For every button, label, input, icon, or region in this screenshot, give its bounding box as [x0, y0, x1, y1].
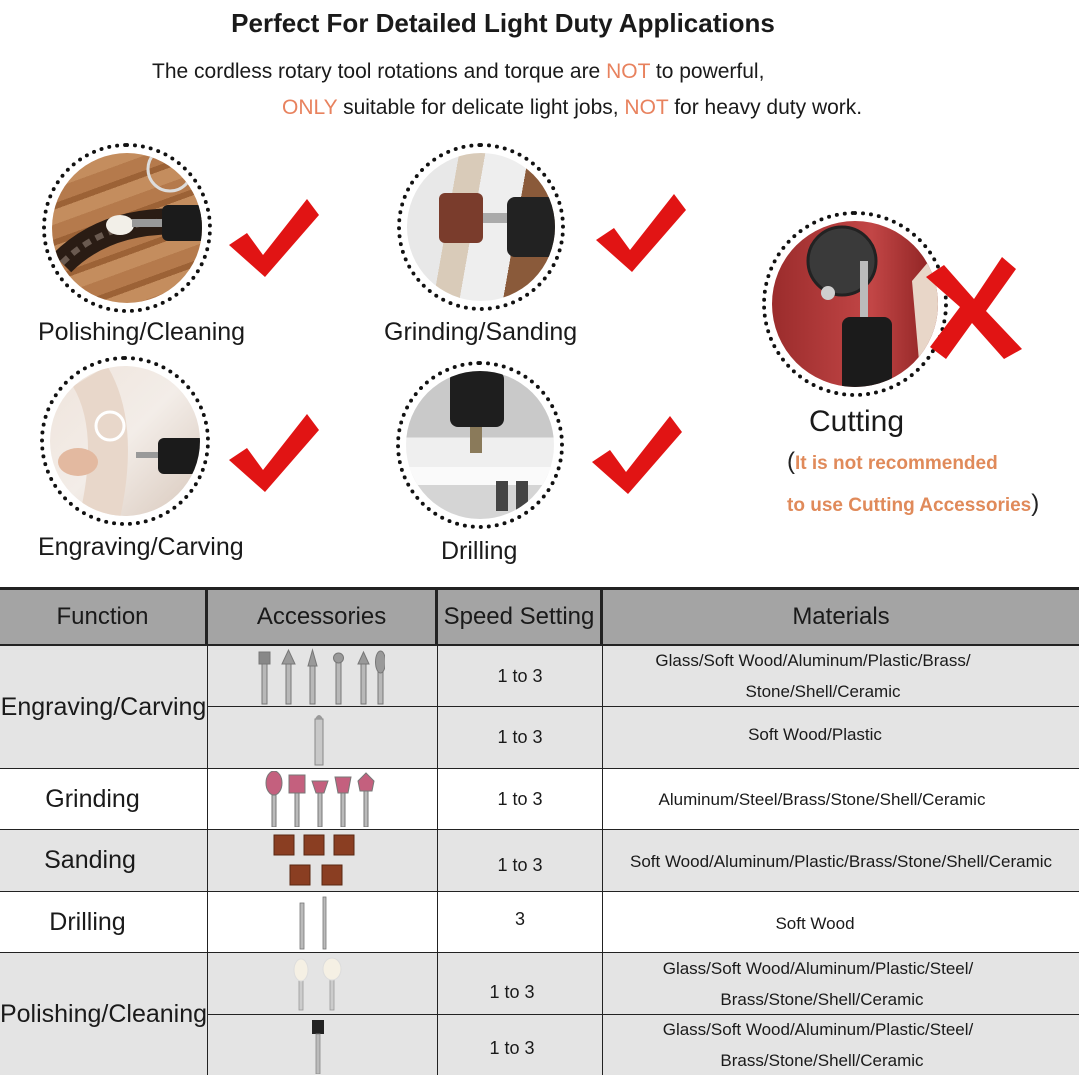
- sanding-bands-icon: [272, 833, 358, 889]
- header-materials: Materials: [792, 603, 890, 630]
- speed-cell: 1 to 3: [497, 727, 543, 747]
- felt-polishing-tips-icon: [290, 956, 344, 1012]
- intro-text: suitable for delicate light jobs,: [337, 96, 625, 119]
- cutting-note-line-2: [787, 490, 1039, 518]
- function-cell: Polishing/Cleaning: [0, 999, 208, 1028]
- app-label-drilling: Drilling: [441, 537, 518, 565]
- cutting-note-text: to use Cutting Accessories: [787, 495, 1032, 516]
- materials-line: Glass/Soft Wood/Aluminum/Plastic/Steel/: [662, 959, 974, 978]
- materials-line: Brass/Stone/Shell/Ceramic: [720, 1051, 924, 1070]
- speed-cell: 1 to 3: [489, 981, 535, 1002]
- drilling-photo: [396, 361, 564, 529]
- engraving-bit-icon: [309, 711, 329, 767]
- speed-cell: 1 to 3: [497, 855, 543, 875]
- materials-cell: Soft Wood: [775, 913, 855, 933]
- cutting-note-line-1: [787, 448, 998, 476]
- page-title: Perfect For Detailed Light Duty Applications: [231, 8, 775, 38]
- materials-cell: [603, 646, 1023, 706]
- close-paren: ): [1031, 490, 1040, 517]
- intro-highlight-only: ONLY: [282, 96, 338, 119]
- materials-cell: Soft Wood/Aluminum/Plastic/Brass/Stone/Shell/Ceramic: [629, 851, 1053, 871]
- intro-text: for heavy duty work.: [668, 96, 863, 119]
- app-label-engraving: Engraving/Carving: [38, 533, 244, 561]
- intro-text: to powerful,: [650, 60, 765, 83]
- materials-cell: Soft Wood/Plastic: [748, 725, 882, 744]
- check-icon: [588, 410, 684, 500]
- grinding-photo: [397, 143, 565, 311]
- check-icon: [225, 408, 321, 498]
- cutting-note-text: It is not recommended: [795, 453, 998, 474]
- engraving-photo: [40, 356, 210, 526]
- materials-line: Stone/Shell/Ceramic: [745, 682, 901, 701]
- grinding-stones-icon: [262, 771, 380, 827]
- speed-cell: 3: [514, 909, 525, 929]
- materials-line: Glass/Soft Wood/Aluminum/Plastic/Brass/: [655, 651, 971, 670]
- carving-bits-icon: [255, 648, 385, 706]
- open-paren: (: [787, 448, 795, 475]
- materials-line: Glass/Soft Wood/Aluminum/Plastic/Steel/: [662, 1020, 974, 1039]
- cross-icon: [918, 253, 1026, 361]
- header-accessories: Accessories: [256, 603, 387, 630]
- check-icon: [592, 188, 688, 278]
- materials-line: Brass/Stone/Shell/Ceramic: [720, 990, 924, 1009]
- materials-cell: Aluminum/Steel/Brass/Stone/Shell/Ceramic: [658, 789, 986, 809]
- check-icon: [225, 193, 321, 283]
- intro-highlight-not: NOT: [624, 96, 669, 119]
- function-cell: Engraving/Carving: [0, 692, 207, 721]
- header-speed-setting: Speed Setting: [443, 603, 595, 630]
- function-cell: Sanding: [44, 846, 136, 874]
- app-label-polishing: Polishing/Cleaning: [38, 318, 246, 346]
- speed-cell: 1 to 3: [489, 1037, 535, 1058]
- wire-brush-icon: [308, 1018, 328, 1074]
- speed-cell: 1 to 3: [497, 665, 543, 686]
- function-cell: Drilling: [49, 907, 126, 936]
- polishing-photo: [42, 143, 212, 313]
- intro-text: The cordless rotary tool rotations and torque are: [152, 60, 607, 83]
- app-label-grinding: Grinding/Sanding: [384, 318, 578, 346]
- materials-cell: [603, 953, 1033, 1015]
- cutting-label: Cutting: [809, 405, 905, 438]
- function-cell: Grinding: [45, 784, 140, 813]
- table-rule: [207, 646, 208, 1075]
- intro-highlight-not: NOT: [606, 60, 651, 83]
- materials-cell: [603, 1015, 1033, 1075]
- header-function: Function: [56, 603, 149, 630]
- intro-line-1: [152, 60, 764, 84]
- speed-cell: 1 to 3: [497, 788, 543, 809]
- drill-bits-icon: [294, 895, 334, 951]
- intro-line-2: [282, 96, 862, 120]
